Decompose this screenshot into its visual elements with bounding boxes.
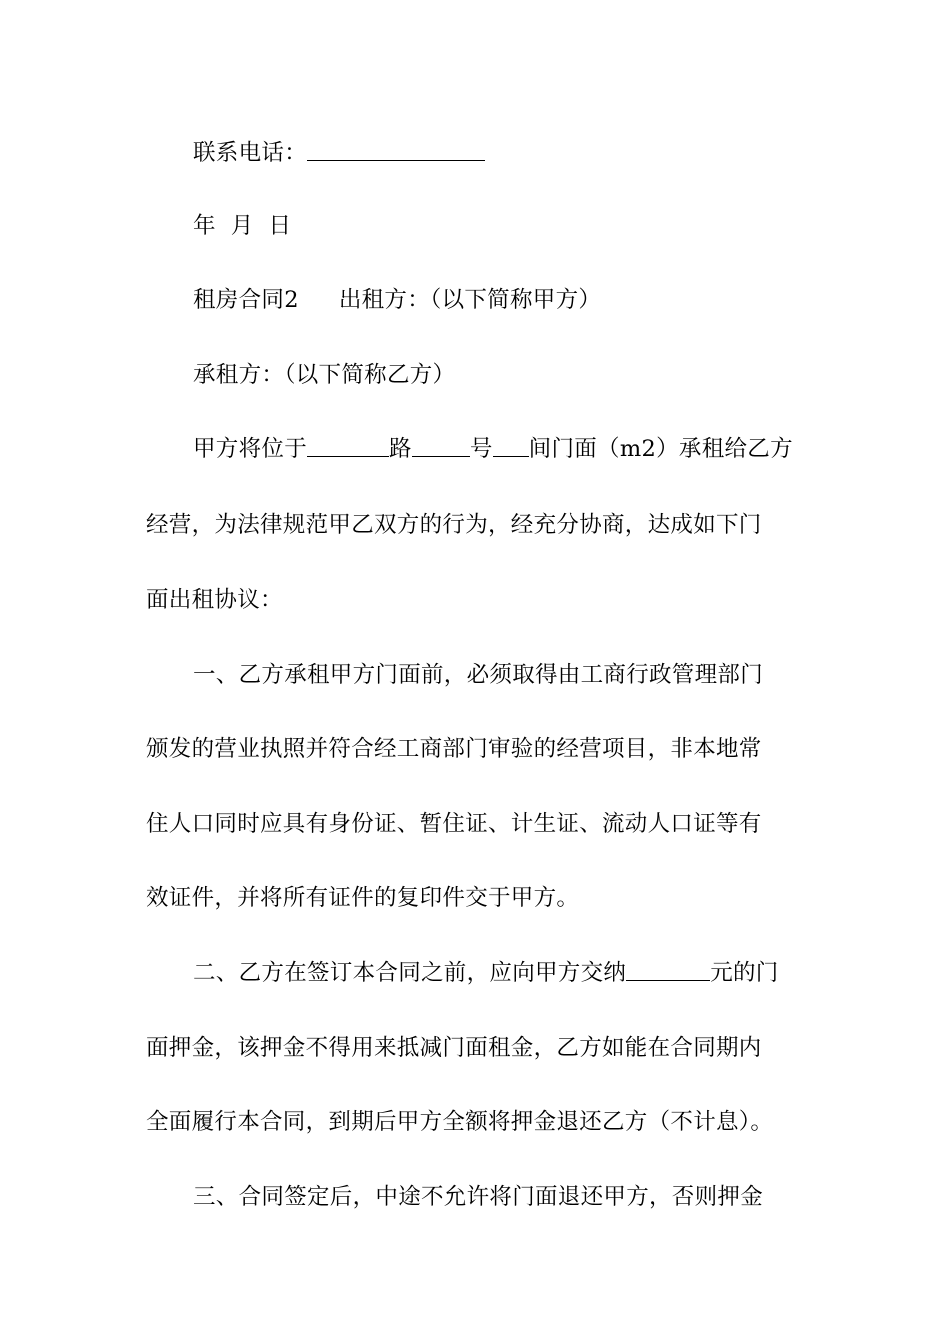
lessor-label: 出租方：（以下简称甲方）	[338, 287, 602, 313]
lessee-line	[193, 355, 810, 395]
clause3-line-1	[193, 1177, 810, 1217]
clause2-text-4: 全面履行本合同，到期后甲方全额将押金退还乙方（不计息）。	[146, 1109, 774, 1135]
room-blank	[493, 434, 529, 457]
clause1-text-2: 颁发的营业执照并符合经工商部门审验的经营项目，非本地常	[146, 736, 762, 762]
date-year: 年	[193, 213, 216, 239]
clause1-line-1	[193, 655, 810, 695]
contact-label: 联系电话：	[193, 140, 308, 166]
number-blank	[412, 434, 470, 457]
clause2-text-1: 二、乙方在签订本合同之前，应向甲方交纳	[193, 960, 627, 986]
intro-text-4: 面出租协议：	[146, 587, 283, 613]
intro-text-2: 间门面（m2）承租给乙方	[528, 436, 793, 462]
intro-line-3	[146, 580, 810, 620]
clause1-line-4	[146, 878, 810, 918]
intro-line-1	[193, 429, 810, 469]
road-blank	[307, 434, 389, 457]
number-label: 号	[469, 436, 493, 462]
contract-title: 租房合同2	[193, 287, 299, 313]
clause1-text-4: 效证件，并将所有证件的复印件交于甲方。	[146, 885, 580, 911]
contact-line	[193, 133, 810, 173]
road-label: 路	[389, 436, 412, 462]
date-day: 日	[268, 213, 292, 239]
intro-text-3: 经营，为法律规范甲乙双方的行为，经充分协商，达成如下门	[146, 512, 762, 538]
date-month: 月	[230, 213, 254, 239]
phone-blank	[307, 138, 485, 161]
clause2-line-1	[193, 953, 810, 993]
intro-text: 甲方将位于	[193, 436, 308, 462]
clause1-text-1: 一、乙方承租甲方门面前，必须取得由工商行政管理部门	[193, 662, 764, 688]
clause2-text-3: 面押金，该押金不得用来抵减门面租金，乙方如能在合同期内	[146, 1035, 762, 1061]
clause3-text-1: 三、合同签定后，中途不允许将门面退还甲方，否则押金	[193, 1184, 764, 1210]
date-line	[193, 206, 810, 246]
clause1-line-3	[146, 804, 810, 844]
clause1-text-3: 住人口同时应具有身份证、暂住证、计生证、流动人口证等有	[146, 811, 762, 837]
deposit-blank	[626, 958, 710, 981]
clause2-line-2	[146, 1028, 810, 1068]
lessee-label: 承租方：（以下简称乙方）	[193, 362, 456, 388]
clause2-text-2: 元的门	[710, 960, 779, 986]
clause2-line-3	[146, 1102, 810, 1142]
clause1-line-2	[146, 729, 810, 769]
contract-header-line	[193, 280, 810, 320]
intro-line-2	[146, 505, 810, 545]
